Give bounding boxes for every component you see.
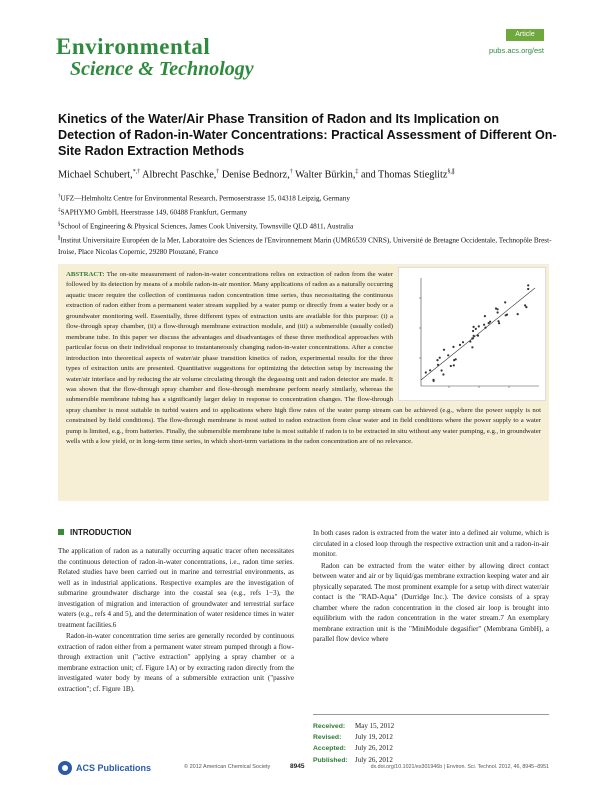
date-label: Revised:	[313, 734, 342, 742]
plot-point	[471, 337, 473, 339]
plot-point	[453, 359, 455, 361]
section-heading-text: INTRODUCTION	[70, 528, 132, 537]
plot-point	[524, 304, 526, 306]
toc-graphic	[398, 267, 546, 401]
plot-point	[462, 341, 464, 343]
plot-point	[497, 311, 499, 313]
affiliation-marker: †	[58, 194, 61, 199]
affiliation-text: SAPHYMO GmbH, Heerstrasse 149, 60488 Frankfurt, Germany	[60, 208, 248, 217]
author-name[interactable]: and Thomas Stieglitz	[358, 169, 448, 181]
author-affiliation-marker: ‡	[355, 169, 359, 175]
author-affiliation-marker: †	[216, 169, 220, 175]
paragraph: Radon-in-water concentration time series are generally recorded by continuous extraction of radon either from a permanent water stream pumped through a flow-through extraction unit ("active extraction" applying a spray chamber or a membrane extraction unit; cf. Figure 1A) or by extracting radon directly from the investigated water body by means of a submersible extraction unit ("passive extraction"; cf. Figure 1B).	[58, 632, 294, 693]
journal-logo-line1: Environmental	[56, 34, 211, 59]
date-row-revised	[313, 732, 549, 743]
paragraph: The application of radon as a naturally occurring aquatic tracer often necessitates the continuous detection of radon-in-water concentrations, i.e., radon time series. Related studies have been carried out in marine and terrestrial environments, as well as in industrial applications. Respective examples are the investigation of submarine groundwater discharge into the coastal sea (e.g., refs 1−3), the investigation of migration and interaction of groundwater and terrestrial surface waters (e.g., refs 4 and 5), and the determination of water residence times in water treatment facilities.6	[58, 547, 294, 629]
journal-logo-line2: Science & Technology	[70, 58, 254, 80]
article-type-badge: Article	[506, 29, 544, 41]
copyright-notice: © 2012 American Chemical Society	[184, 764, 271, 770]
plot-point	[527, 284, 529, 286]
date-value: July 26, 2012	[355, 744, 393, 753]
page-number: 8945	[290, 763, 305, 770]
date-row-accepted	[313, 743, 549, 754]
section-marker-square	[58, 529, 64, 535]
plot-point	[504, 301, 506, 303]
plot-point	[473, 326, 475, 328]
date-value: July 19, 2012	[355, 733, 393, 742]
affiliation-marker: ∥	[58, 235, 61, 241]
plot-point	[497, 308, 499, 310]
plot-point	[429, 369, 431, 371]
plot-point	[471, 346, 473, 348]
affiliation-item	[58, 205, 558, 219]
acs-logo-icon	[58, 761, 72, 775]
plot-point	[442, 373, 444, 375]
plot-point	[450, 365, 452, 367]
author-name[interactable]: Walter Bürkin,	[295, 169, 356, 181]
plot-point	[478, 325, 480, 327]
date-row-received	[313, 721, 549, 732]
plot-point	[497, 320, 499, 322]
plot-trend-line	[421, 288, 535, 380]
affiliation-item	[58, 233, 558, 259]
author-affiliation-marker: †	[289, 169, 293, 175]
date-value: July 26, 2012	[355, 755, 393, 764]
plot-point	[433, 380, 435, 382]
affiliation-item	[58, 219, 558, 233]
affiliation-text: Institut Universitaire Européen de la Mer, Laboratoire des Sciences de l'Environnement Marin (UMR6539 CNRS), Université de Bretagne Occidentale, Technopôle Brest-Iroise, Place Nicolas Copernic, 29280 Plouzané, France	[58, 236, 552, 256]
date-label: Published:	[313, 756, 348, 764]
author-list	[58, 168, 558, 180]
plot-point	[517, 313, 519, 315]
acs-publications-logo[interactable]	[58, 761, 151, 775]
body-column-left	[58, 546, 294, 695]
journal-logo	[56, 34, 254, 84]
plot-point	[484, 327, 486, 329]
publication-dates	[313, 714, 549, 766]
section-heading-introduction	[58, 528, 131, 537]
plot-point	[437, 364, 439, 366]
journal-url-link[interactable]: pubs.acs.org/est	[488, 46, 544, 55]
paragraph: Radon can be extracted from the water either by allowing direct contact between water and air or by liquid/gas membrane extraction keeping water and air physically separated. The most prominent example for a setup with direct water/air contact is the "RAD-Aqua" (Durridge Inc.). The device consists of a spray chamber where the radon concentration in the closed air loop is brought into equilibrium with the radon concentration in the water stream.7 An exemplary membrane extraction unit is the "MiniModule degasifier" (Membrana GmbH), a parallel flow device where	[313, 561, 549, 643]
author-name[interactable]: Denise Bednorz,	[221, 169, 290, 181]
plot-point	[443, 349, 445, 351]
plot-point	[453, 364, 455, 366]
author-affiliation-marker: *,†	[132, 169, 141, 175]
plot-point	[473, 335, 475, 337]
acs-logo-text: ACS Publications	[76, 763, 152, 773]
plot-point	[447, 354, 449, 356]
affiliation-text: School of Engineering & Physical Sciences, James Cook University, Townsville QLD 4811, Australia	[60, 222, 354, 231]
page-footer	[58, 760, 549, 776]
plot-point	[439, 357, 441, 359]
plot-point	[483, 324, 485, 326]
date-label: Received:	[313, 723, 346, 730]
plot-point	[441, 369, 443, 371]
plot-point	[489, 321, 491, 323]
plot-point	[505, 314, 507, 316]
author-affiliation-marker: §,∥	[447, 169, 455, 175]
plot-point	[472, 330, 474, 332]
plot-point	[425, 371, 427, 373]
affiliation-text: UFZ—Helmholtz Centre for Environmental Research, Permoserstrasse 15, 04318 Leipzig, Germany	[60, 194, 350, 203]
abstract-body: The on-site measurement of radon-in-water concentrations relies on extraction of radon from the water followed by its detection by means of a mobile radon-in-air monitor. Many applications of radon as a naturally occurring aquatic tracer require the collection of continuous radon concentration time series, thus necessitating the continuous extraction of radon either from a permanent water stream supplied by a water pump or directly from a water body or a groundwater monitoring well. Essentially, three different types of extraction units are available for this purpose: (i) a flow-through spray chamber, (ii) a flow-through membrane extraction module, and (iii) a submersible (usually coiled) membrane tube. In this paper we discuss the advantages and disadvantages of these three methodical approaches with particular focus on their individual response to instantaneously changing radon-in-water concentrations. After a concise introduction into theoretical aspects of water/air phase transition kinetics of radon, experimental results for the three types of extraction units are presented. Quantitative suggestions for optimizing the detection setup by increasing the water/air interface and by reducing the air volume circulating through the degassing unit and radon detector are made. It was shown that the flow-through spray chamber and flow-through membrane perform nearly similarly, whereas the submersible membrane tubing has a significantly larger delay in response to concentration changes. The flow-through spray chamber is most suitable in turbid waters and to applications where high flow rates of the water pump stream can be achieved (e.g., where the power supply is not constrained by field conditions). The flow-through membrane is most suited to radon extraction from clear water and in field conditions where the power supply to a water pump is limited, e.g., from batteries. Finally, the submersible membrane tube is most suitable if radon is to be extracted in situ without any water pumping, e.g., in groundwater wells with a low yield, or in long-term time series, in which short-term variations in the radon concentration are of no relevance.	[66, 271, 541, 446]
plot-points	[425, 284, 530, 382]
affiliation-marker: ‡	[58, 207, 61, 213]
plot-point	[452, 346, 454, 348]
plot-point	[477, 335, 479, 337]
author-name[interactable]: Albrecht Paschke,	[142, 169, 217, 181]
date-value: May 15, 2012	[355, 722, 395, 730]
plot-point	[459, 344, 461, 346]
body-column-right	[313, 528, 549, 646]
plot-point	[527, 288, 529, 290]
author-name[interactable]: Michael Schubert,	[58, 169, 133, 181]
plot-point	[475, 328, 477, 330]
plot-point	[498, 322, 500, 324]
affiliations	[58, 191, 558, 259]
paper-title: Kinetics of the Water/Air Phase Transition of Radon and Its Implication on Detection of Radon-in-Water Concentrations: Practical Assessment of Different On-Site Radon Extraction Methods	[58, 112, 557, 158]
date-label: Accepted:	[313, 745, 346, 753]
abstract-label: ABSTRACT:	[66, 271, 105, 278]
doi-citation-link[interactable]: dx.doi.org/10.1021/es301946b | Environ. Sci. Technol. 2012, 46, 8945−8951	[370, 764, 549, 770]
toc-scatter-plot	[399, 268, 547, 402]
affiliation-item	[58, 191, 558, 205]
plot-point	[484, 315, 486, 317]
paragraph: In both cases radon is extracted from the water into a defined air volume, which is circulated in a closed loop through the respective extraction unit and a radon-in-air monitor.	[313, 529, 549, 558]
affiliation-marker: §	[58, 221, 61, 227]
plot-point	[469, 340, 471, 342]
plot-point	[436, 359, 438, 361]
